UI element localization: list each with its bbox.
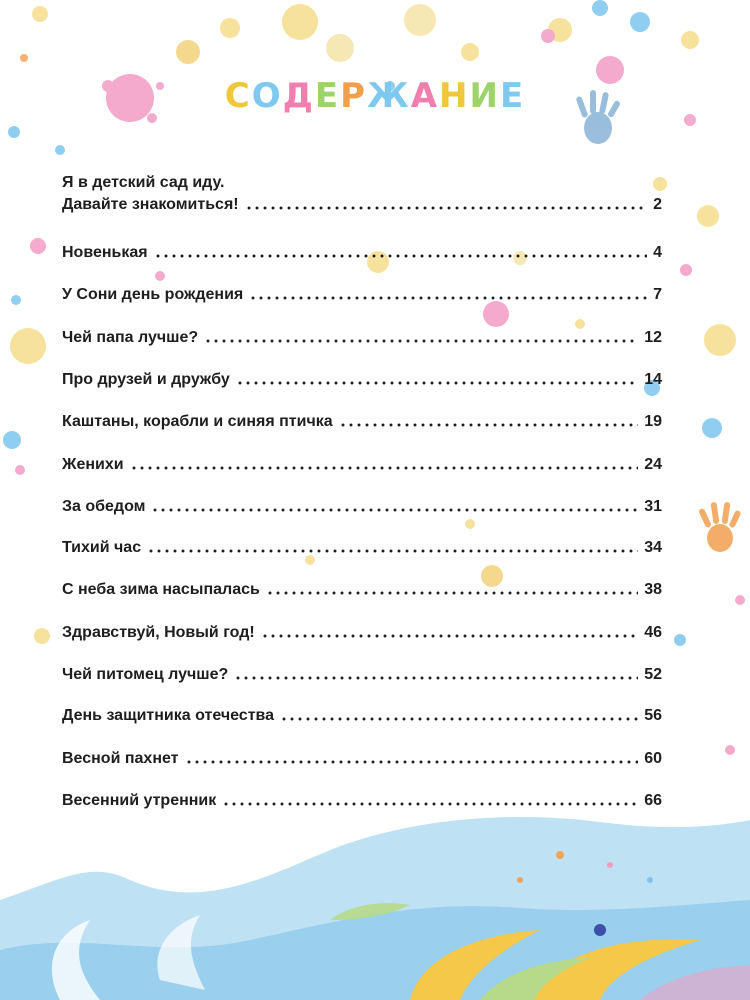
toc-entry-row bbox=[62, 705, 662, 727]
title-letter: С bbox=[224, 76, 252, 116]
toc-entry-title: Здравствуй, Новый год! bbox=[62, 624, 255, 641]
toc-page-number: 46 bbox=[644, 624, 662, 641]
toc-entry[interactable] bbox=[62, 284, 662, 306]
page-title bbox=[0, 76, 750, 116]
dot-leader bbox=[151, 508, 638, 512]
toc-entry-title: Давайте знакомиться! bbox=[62, 196, 239, 213]
toc-entry[interactable] bbox=[62, 327, 662, 349]
toc-page-number: 66 bbox=[644, 792, 662, 809]
dot-leader bbox=[261, 634, 639, 638]
toc-entry[interactable] bbox=[62, 411, 662, 433]
toc-entry[interactable] bbox=[62, 622, 662, 644]
dot-leader bbox=[185, 760, 639, 764]
toc-page-number: 24 bbox=[644, 456, 662, 473]
toc-entry-title: Каштаны, корабли и синяя птичка bbox=[62, 413, 333, 430]
toc-entry-title: За обедом bbox=[62, 498, 146, 515]
toc-entry-title: Чей папа лучше? bbox=[62, 329, 199, 346]
toc-entry-row bbox=[62, 748, 662, 770]
toc-entry[interactable] bbox=[62, 172, 662, 216]
toc-entry-title: День защитника отечества bbox=[62, 707, 275, 724]
toc-page-number: 60 bbox=[644, 750, 662, 767]
toc-entry[interactable] bbox=[62, 790, 662, 812]
dot-leader bbox=[147, 549, 638, 553]
toc-entry-row bbox=[62, 454, 662, 476]
toc-entry-row bbox=[62, 242, 662, 264]
dot-leader bbox=[249, 296, 647, 300]
toc-entry-row bbox=[62, 369, 662, 391]
toc-entry-title: Женихи bbox=[62, 456, 124, 473]
toc-entry-row bbox=[62, 194, 662, 216]
toc-entry[interactable] bbox=[62, 242, 662, 264]
dot-leader bbox=[154, 254, 648, 258]
dot-leader bbox=[222, 802, 638, 806]
toc-entry[interactable] bbox=[62, 579, 662, 601]
toc-entry-title: У Сони день рождения bbox=[62, 286, 244, 303]
toc-entry-row bbox=[62, 664, 662, 686]
toc-entry-title: Весной пахнет bbox=[62, 750, 179, 767]
dot-leader bbox=[234, 676, 638, 680]
toc-page-number: 38 bbox=[644, 581, 662, 598]
dot-leader bbox=[245, 206, 647, 210]
toc-entry-title: Чей питомец лучше? bbox=[62, 666, 229, 683]
toc-page-number: 56 bbox=[644, 707, 662, 724]
toc-entry[interactable] bbox=[62, 454, 662, 476]
toc-entry-row bbox=[62, 579, 662, 601]
toc-page-number: 19 bbox=[644, 413, 662, 430]
toc-entry-title: Про друзей и дружбу bbox=[62, 371, 230, 388]
toc-entry-row bbox=[62, 284, 662, 306]
title-letter: Е bbox=[314, 76, 341, 116]
toc-entry-title: Тихий час bbox=[62, 539, 142, 556]
title-letter: Ж bbox=[367, 76, 411, 116]
dot-leader bbox=[266, 591, 638, 595]
toc-entry-title: С неба зима насыпалась bbox=[62, 581, 260, 598]
toc-page-number: 12 bbox=[644, 329, 662, 346]
dot-leader bbox=[236, 381, 638, 385]
toc-entry[interactable] bbox=[62, 705, 662, 727]
dot-leader bbox=[280, 717, 638, 721]
toc-page-number: 2 bbox=[653, 196, 662, 213]
dot-leader bbox=[204, 339, 638, 343]
toc-entry-row bbox=[62, 496, 662, 518]
toc-entry-row bbox=[62, 622, 662, 644]
title-letter: Е bbox=[499, 76, 526, 116]
toc-entry[interactable] bbox=[62, 496, 662, 518]
title-letter: Д bbox=[282, 76, 315, 116]
toc-entry[interactable] bbox=[62, 748, 662, 770]
toc-entry-title: Весенний утренник bbox=[62, 792, 217, 809]
toc-entry-row bbox=[62, 327, 662, 349]
toc-page-number: 14 bbox=[644, 371, 662, 388]
toc-entry-row bbox=[62, 537, 662, 559]
toc-page-number: 7 bbox=[653, 286, 662, 303]
title-letter: Р bbox=[340, 76, 368, 116]
toc-entry-title: Новенькая bbox=[62, 244, 148, 261]
toc-entry[interactable] bbox=[62, 537, 662, 559]
toc-entry-title-line: Я в детский сад иду. bbox=[62, 174, 225, 191]
title-letter: И bbox=[469, 76, 500, 116]
dot-leader bbox=[130, 466, 639, 470]
toc-page-number: 34 bbox=[644, 539, 662, 556]
toc-entry[interactable] bbox=[62, 664, 662, 686]
dot-leader bbox=[339, 423, 639, 427]
title-letter: Н bbox=[439, 76, 470, 116]
toc-page-number: 4 bbox=[653, 244, 662, 261]
toc-entry-row bbox=[62, 790, 662, 812]
title-letter: О bbox=[251, 76, 283, 116]
toc-page-number: 31 bbox=[644, 498, 662, 515]
toc-entry[interactable] bbox=[62, 369, 662, 391]
toc-entry-row bbox=[62, 411, 662, 433]
title-letter: А bbox=[410, 76, 440, 116]
toc-page-number: 52 bbox=[644, 666, 662, 683]
